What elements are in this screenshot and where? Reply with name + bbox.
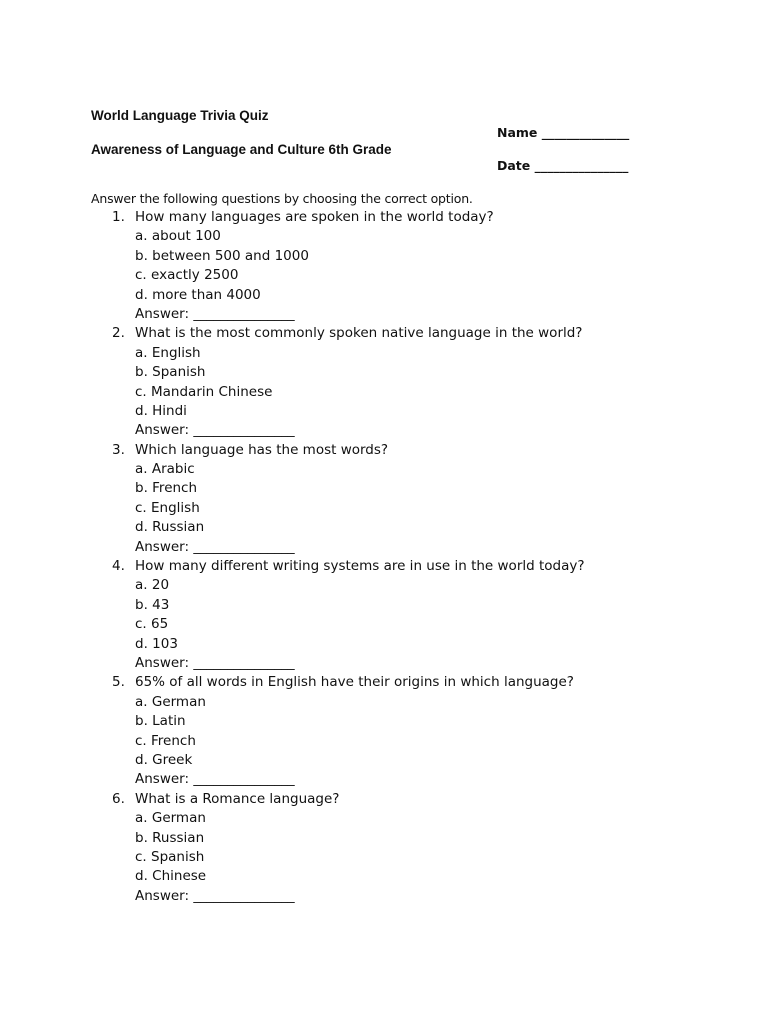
question-number: 4. [112, 558, 125, 575]
answer-line: Answer: _______________ [135, 305, 295, 322]
option-d: d. 103 [135, 635, 178, 652]
answer-line: Answer: _______________ [135, 422, 295, 439]
question-number: 1. [112, 209, 125, 225]
question-number: 6. [112, 790, 125, 807]
question-number: 2. [112, 325, 125, 342]
answer-line: Answer: _______________ [135, 887, 295, 904]
option-b: b. Spanish [135, 364, 206, 381]
option-c: c. 65 [135, 616, 169, 633]
date-field: Date _______________ [497, 158, 629, 173]
option-c: c. English [135, 499, 200, 516]
question-text: How many different writing systems are in use in the world today? [135, 558, 585, 575]
question-text: 65% of all words in English have their origins in which language? [135, 674, 574, 691]
question-line [0, 557, 768, 576]
option-b: b. Russian [135, 829, 205, 846]
question-text: What is the most commonly spoken native language in the world? [135, 325, 583, 342]
option-c: c. French [135, 732, 196, 749]
option-b: b. Latin [135, 713, 186, 730]
name-field: Name ______________ [497, 125, 630, 140]
option-d: d. Greek [135, 751, 193, 768]
question-item [0, 673, 768, 789]
quiz-title: World Language Trivia Quiz [91, 108, 269, 123]
option-a: a. German [135, 810, 206, 827]
answer-line: Answer: _______________ [135, 771, 295, 788]
option-a: a. Arabic [135, 461, 195, 478]
instructions-text: Answer the following questions by choosing the correct option. [91, 191, 473, 206]
question-item [0, 441, 768, 557]
option-b: b. between 500 and 1000 [135, 247, 309, 264]
question-line [0, 208, 768, 227]
question-line [0, 441, 768, 460]
question-number: 3. [112, 441, 125, 458]
answer-line: Answer: _______________ [135, 538, 295, 555]
option-c: c. Spanish [135, 848, 205, 865]
option-b: b. French [135, 480, 198, 497]
question-item [0, 208, 768, 324]
question-list [0, 208, 768, 906]
question-number: 5. [112, 674, 125, 691]
option-a: a. German [135, 693, 206, 710]
answer-line: Answer: _______________ [135, 654, 295, 671]
option-a: a. 20 [135, 577, 170, 594]
option-d: d. Hindi [135, 402, 187, 419]
option-b: b. 43 [135, 596, 170, 613]
quiz-subtitle: Awareness of Language and Culture 6th Grade [91, 142, 392, 157]
question-item [0, 557, 768, 673]
question-text: How many languages are spoken in the world today? [135, 209, 494, 225]
question-line [0, 790, 768, 809]
question-text: Which language has the most words? [135, 441, 389, 458]
option-a: a. English [135, 344, 201, 361]
option-d: d. Chinese [135, 868, 207, 885]
question-item [0, 324, 768, 440]
question-text: What is a Romance language? [135, 790, 340, 807]
question-line [0, 324, 768, 343]
option-c: c. Mandarin Chinese [135, 383, 273, 400]
option-d: d. Russian [135, 519, 205, 536]
question-item [0, 790, 768, 906]
option-a: a. about 100 [135, 228, 221, 245]
question-line [0, 673, 768, 692]
option-d: d. more than 4000 [135, 286, 261, 303]
option-c: c. exactly 2500 [135, 267, 239, 284]
